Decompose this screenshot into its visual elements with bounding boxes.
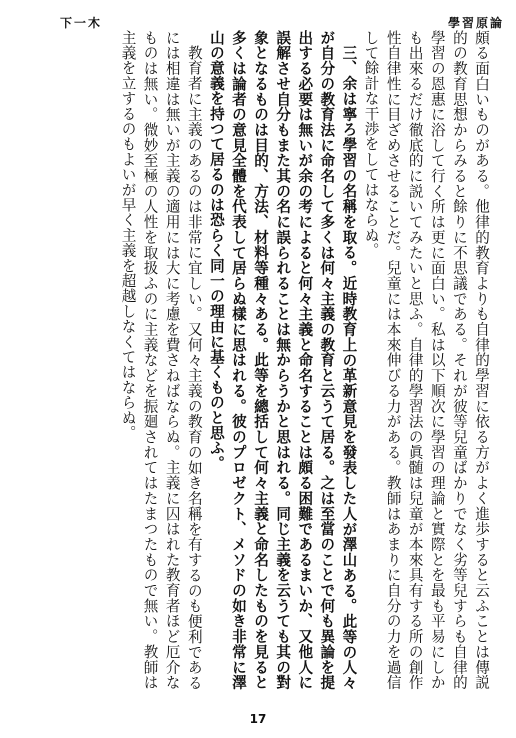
section-paragraph-three: 三、余は寧ろ學習の名稱を取る。近時教育上の革新意見を發表した人が澤山ある。此等の人々が自分の教育法に命名して多くは何々主義の教育と云うて居る。之は至當のことで何も異論を提出する必要は無いが余の考によると何々主義と命名することは頗る困難であるまいか、又他人に誤解させ自分もまた其の名に誤られることは無からうかと思はれる。同じ主義を云うても其の對象となるものは目的、方法、材料等種々ある。此等を總括して何々主義と命名したものを見ると多くは論者の意見全體を代表して居らぬ樣に思はれる。彼のプロゼクト、メソドの如き非常に澤山の意義を持つて居るのは恐らく同一の理由に基くものと思ふ。: [207, 30, 358, 690]
paragraph-continued: 頗る面白いものがある。他律的教育よりも自律的學習に依る方がよく進歩すると云ふことは傳説的の教育思想からみると餘りに不思議である。それが彼等兒童ばかりでなく劣等兒すらも自律的學習の恩惠に浴して行く所は更に面白い。私は以下順次に學習の理論と實際とを最も平易にしかも出來るだけ徹底的に説いてみたいと思ふ。自律的學習法の眞髄は兒童が本來具有する所の創作性自律性に目ざめさせることだ。兒童には本來伸びる力がある。教師はあまりに自分の力を過信して餘計な干渉をしてはならぬ。: [362, 30, 490, 690]
body-text: [22, 30, 492, 690]
page-number: 17: [249, 712, 267, 726]
book-title: 學習原論: [447, 15, 504, 30]
section-title: 下一木: [60, 15, 103, 30]
paragraph-educators-principles: 教育者に主義のあるのは非常に宜しい。又何々主義の教育の如き名稱を有するのも便利であるには相違は無いが主義の適用には大に考慮を費さねばならぬ。主義に囚はれた教育者ほど厄介なものは無い。微妙至極の人性を取扱ふのに主義などを振廻されてはたまつたもので無い。教師は主義を立するのもよいが早く主義を超越しなくてはならぬ。: [119, 30, 203, 690]
